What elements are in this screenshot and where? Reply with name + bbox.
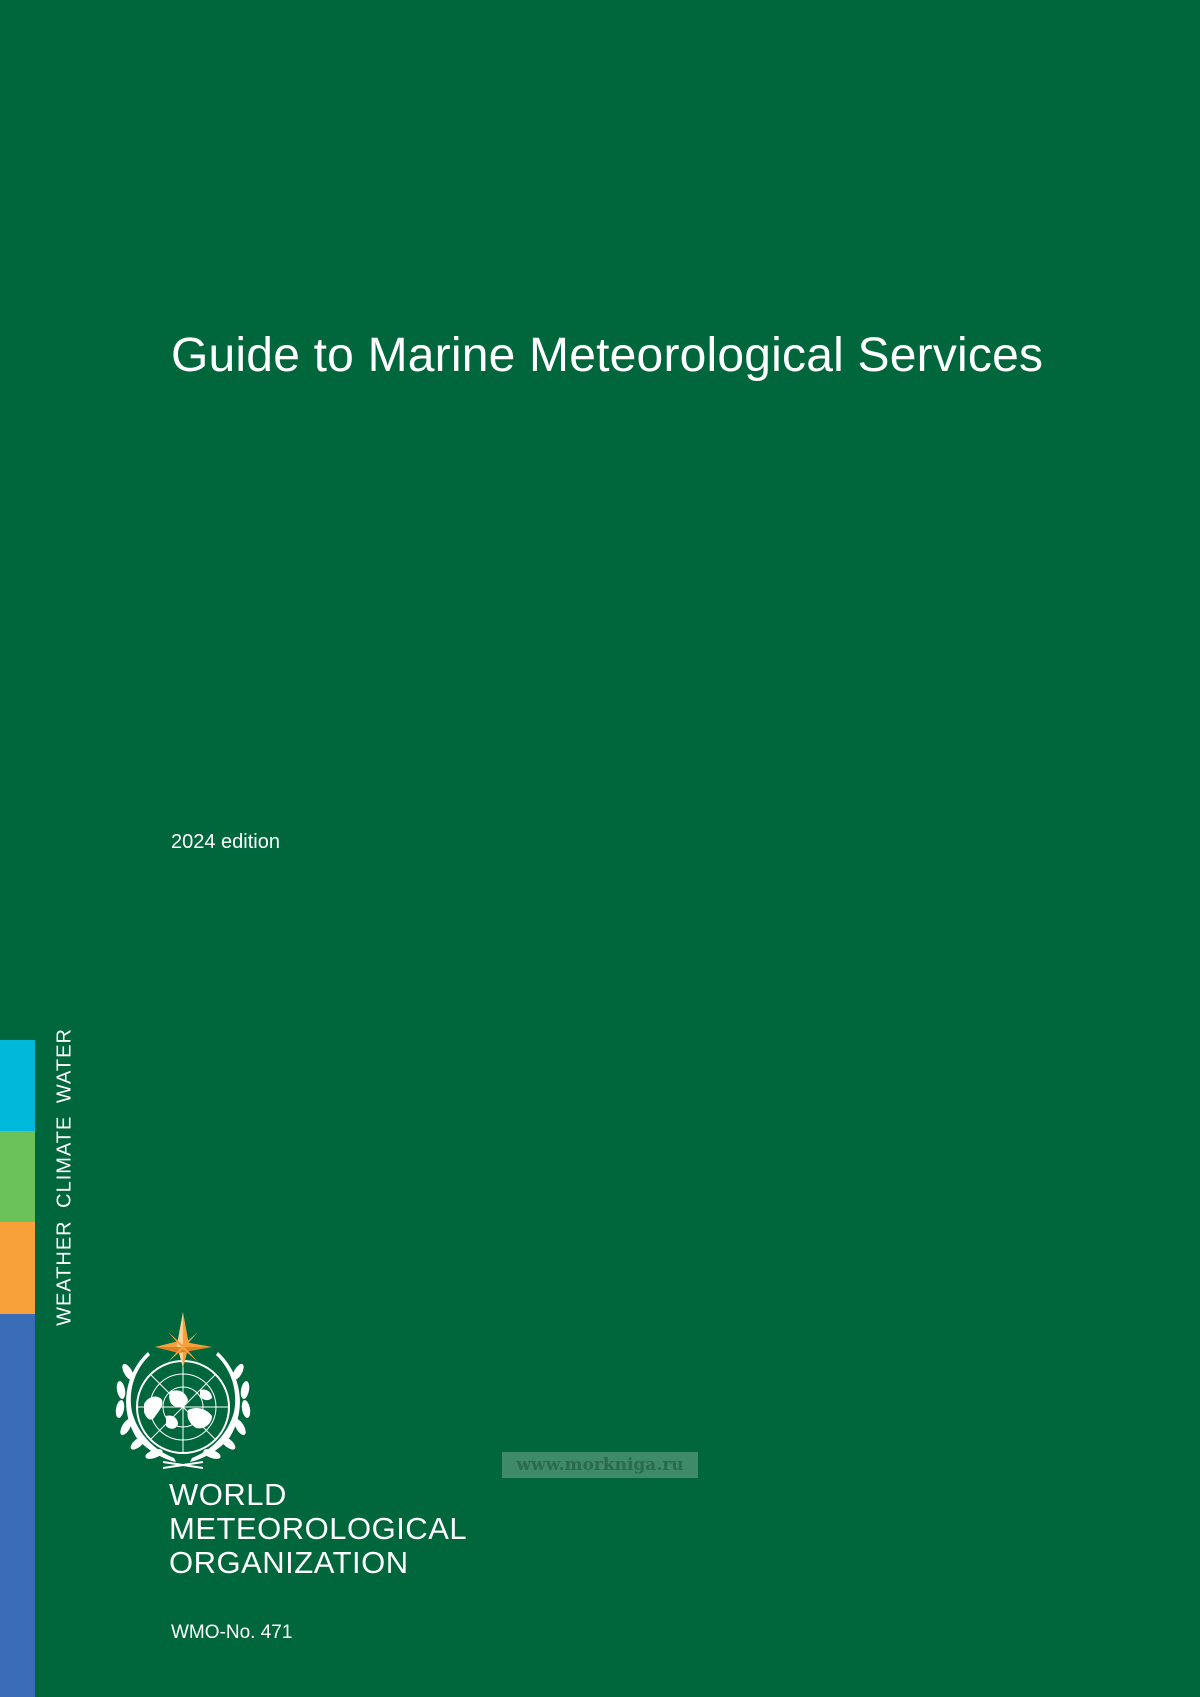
document-title: Guide to Marine Meteorological Services bbox=[171, 329, 1044, 382]
organization-line: WORLD bbox=[169, 1477, 287, 1512]
edition-label: 2024 edition bbox=[171, 831, 280, 853]
organization-name bbox=[169, 1478, 467, 1580]
stripe-climate bbox=[0, 1131, 35, 1222]
publication-number: WMO-No. 471 bbox=[171, 1622, 293, 1643]
stripe-water bbox=[0, 1222, 35, 1314]
organization-line: ORGANIZATION bbox=[169, 1545, 409, 1580]
watermark: www.morkniga.ru bbox=[502, 1452, 698, 1478]
stripe-weather bbox=[0, 1040, 35, 1131]
tagline: WEATHER CLIMATE WATER bbox=[53, 1028, 76, 1326]
stripe-base bbox=[0, 1314, 35, 1697]
wmo-emblem-icon bbox=[108, 1312, 258, 1472]
organization-line: METEOROLOGICAL bbox=[169, 1511, 468, 1546]
